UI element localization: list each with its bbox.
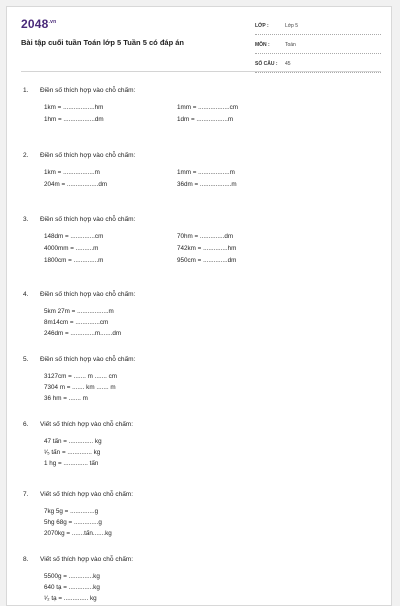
meta-key: SỐ CÂU :	[255, 61, 278, 67]
exercise-line: 1 hg = .............. tấn	[44, 460, 99, 467]
exercise-line: 3127cm = ....... m ....... cm	[44, 373, 117, 380]
question-prompt: Viết số thích hợp vào chỗ chấm:	[40, 556, 134, 563]
question-number: 6.	[23, 421, 29, 428]
question-number: 7.	[23, 491, 29, 498]
exercise-line: ¹⁄₂ tạ = .............. kg	[44, 595, 97, 602]
exercise-line: 1km = ..................m	[44, 169, 100, 176]
exercise-line: 1800cm = ..............m	[44, 257, 104, 264]
question-number: 3.	[23, 216, 29, 223]
exercise-line: 36 hm = ....... m	[44, 395, 88, 402]
exercise-line: 5hg 68g = ..............g	[44, 519, 102, 526]
meta-info	[255, 19, 381, 76]
question-prompt: Điền số thích hợp vào chỗ chấm:	[40, 216, 136, 223]
exercise-line: 5km 27m = ..................m	[44, 308, 114, 315]
question-prompt: Điền số thích hợp vào chỗ chấm:	[40, 87, 136, 94]
question-prompt: Viết số thích hợp vào chỗ chấm:	[40, 491, 134, 498]
exercise-line: 7304 m = ....... km ....... m	[44, 384, 116, 391]
exercise-line: 1dm = ..................m	[177, 116, 234, 123]
question-number: 4.	[23, 291, 29, 298]
exercise-line: 1mm = ..................m	[177, 169, 235, 176]
exercise-line: 204m = ..................dm	[44, 181, 108, 188]
meta-value: Lớp 5	[285, 23, 299, 29]
exercise-line: 4000mm = ..........m	[44, 245, 99, 252]
exercise-line: 36dm = ..................m	[177, 181, 237, 188]
exercise-line: 8m14cm = ..............cm	[44, 319, 109, 326]
exercise-line: 7kg 5g = ..............g	[44, 508, 99, 515]
header-divider	[21, 71, 381, 72]
meta-subject	[255, 38, 381, 54]
exercise-line: 640 tạ = ..............kg	[44, 584, 100, 591]
exercise-line: 950cm = ..............dm	[177, 257, 237, 264]
site-logo[interactable]	[21, 17, 56, 31]
worksheet-page	[6, 6, 392, 606]
worksheet-header	[7, 7, 391, 65]
exercise-line: 1km = ..................hm	[44, 104, 104, 111]
exercise-line: 742km = ..............hm	[177, 245, 237, 252]
meta-class	[255, 19, 381, 35]
meta-value: Toán	[285, 42, 296, 48]
exercise-line: 5500g = ..............kg	[44, 573, 100, 580]
question-number: 8.	[23, 556, 29, 563]
meta-value: 45	[285, 61, 291, 67]
question-prompt: Điền số thích hợp vào chỗ chấm:	[40, 356, 136, 363]
exercise-line: 148dm = ..............cm	[44, 233, 104, 240]
page-title: Bài tập cuối tuần Toán lớp 5 Tuần 5 có đáp án	[21, 38, 184, 47]
question-prompt: Điền số thích hợp vào chỗ chấm:	[40, 291, 136, 298]
meta-key: MÔN :	[255, 42, 270, 48]
question-prompt: Viết số thích hợp vào chỗ chấm:	[40, 421, 134, 428]
question-number: 1.	[23, 87, 29, 94]
meta-key: LỚP :	[255, 23, 269, 29]
exercise-line: 1mm = ..................cm	[177, 104, 239, 111]
exercise-line: 246dm = ..............m.......dm	[44, 330, 122, 337]
exercise-line: 70hm = ..............dm	[177, 233, 234, 240]
exercise-line: ¹⁄₅ tấn = .............. kg	[44, 449, 101, 456]
logo-suffix: .vn	[48, 19, 57, 25]
question-number: 5.	[23, 356, 29, 363]
logo-text: 2048	[21, 17, 49, 31]
exercise-line: 47 tấn = .............. kg	[44, 438, 102, 445]
question-prompt: Điền số thích hợp vào chỗ chấm:	[40, 152, 136, 159]
exercise-line: 1hm = ..................dm	[44, 116, 104, 123]
exercise-line: 2070kg = .......tấn.......kg	[44, 530, 112, 537]
question-number: 2.	[23, 152, 29, 159]
